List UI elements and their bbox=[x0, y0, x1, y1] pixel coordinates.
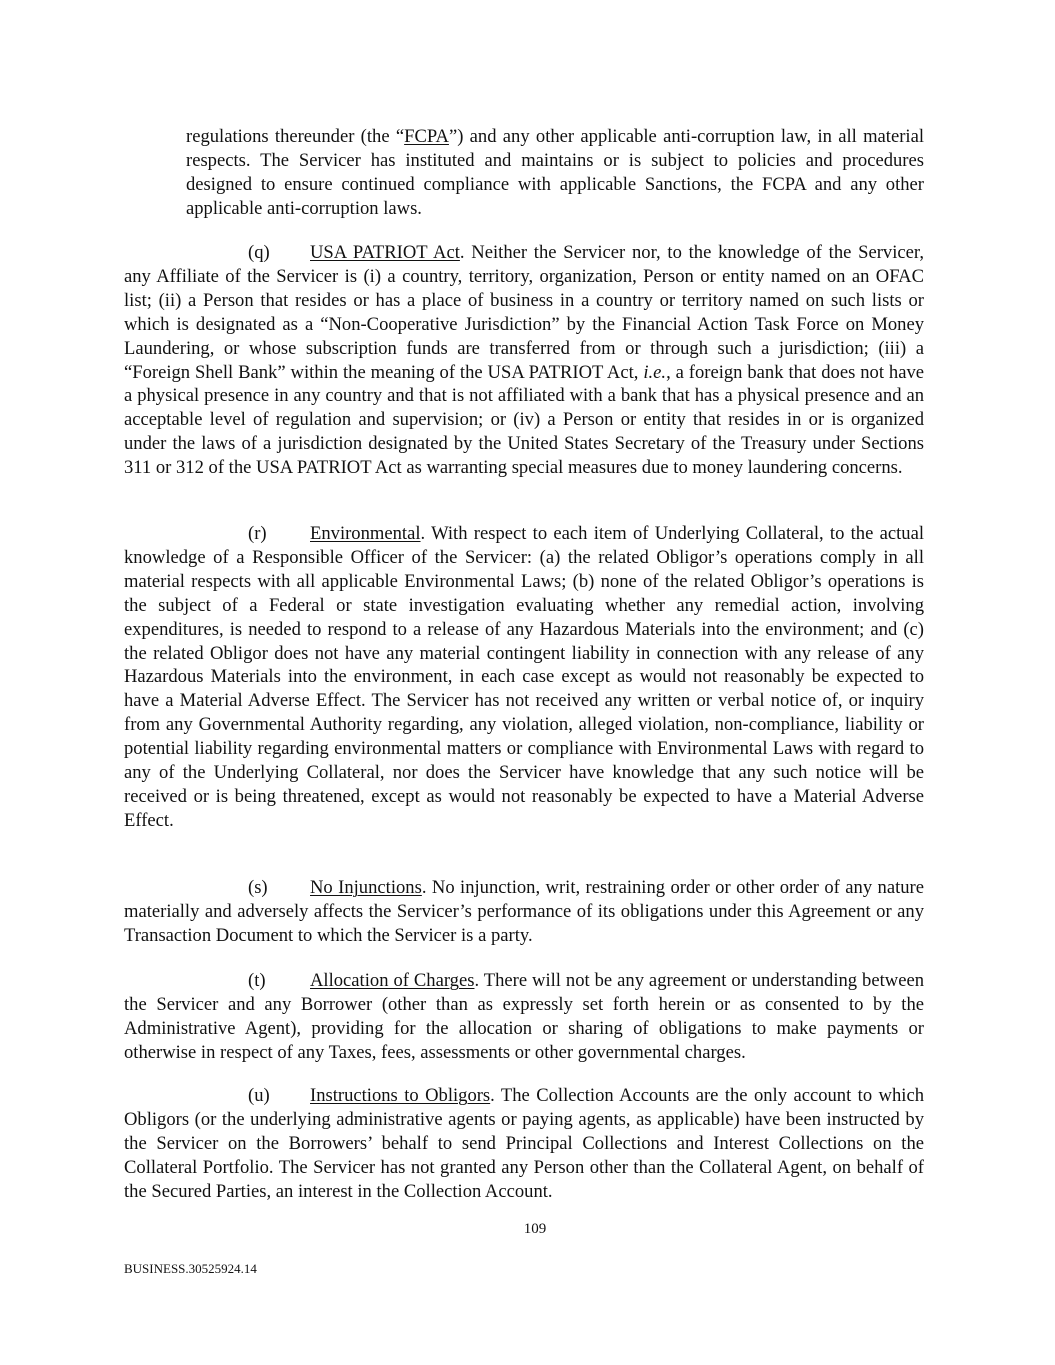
section-heading: No Injunctions bbox=[310, 877, 422, 898]
section-label: (u) bbox=[248, 1085, 270, 1106]
section-body: , a foreign bank that does not have a physical presence in any country and that is not affiliated with a bank that has a physical presence and an acceptable level of regulation and supervision; or (iv) a Person or entity that resides in or is organized under the laws of a jurisdiction designated by the United States Secretary of the Treasury under Sections 311 or 312 of the USA PATRIOT Act as warranting special measures due to money laundering concerns. bbox=[124, 361, 924, 479]
section-body: . With respect to each item of Underlying Collateral, to the actual knowledge of a Responsible Officer of the Servicer: (a) the related Obligor’s operations comply in all material respects with all applicable Environmental Laws; (b) none of the related Obligor’s operations is the subject of a Federal or state investigation evaluating whether any remedial action, involving expenditures, is needed to respond to a release of any Hazardous Materials into the environment; and (c) the related Obligor does not have any material contingent liability in connection with any release of any Hazardous Materials into the environment, in each case except as would not reasonably be expected to have a Material Adverse Effect. The Servicer has not received any written or verbal notice of, or inquiry from any Governmental Authority regarding, any violation, alleged violation, non-compliance, liability or potential liability regarding environmental matters or compliance with Environmental Laws with regard to any of the Underlying Collateral, nor does the Servicer have knowledge that any such notice will be received or is being threatened, except as would not reasonably be expected to have a Material Adverse Effect. bbox=[124, 523, 924, 831]
section-label: (q) bbox=[248, 242, 270, 263]
section-heading: Environmental bbox=[310, 523, 421, 544]
continuation-paragraph bbox=[186, 125, 924, 221]
document-id: BUSINESS.30525924.14 bbox=[124, 1261, 257, 1276]
section-r bbox=[124, 522, 924, 833]
section-q bbox=[124, 241, 924, 480]
page-number: 109 bbox=[523, 1221, 547, 1237]
section-body: . No injunction, writ, restraining order or other order of any nature materially and adversely affects the Servicer’s performance of its obligations under this Agreement or any Transaction Document to which the Servicer is a party. bbox=[124, 877, 924, 946]
section-body: . Neither the Servicer nor, to the knowledge of the Servicer, any Affiliate of the Servicer is (i) a country, territory, organization, Person or entity named on an OFAC list; (ii) a Person that resides or has a place of business in a country or territory named on such lists or which is designated as a “Non-Cooperative Jurisdiction” by the Financial Action Task Force on Money Laundering, or whose subscription funds are transferred from or through such a jurisdiction; (iii) a “Foreign Shell Bank” within the meaning of the USA PATRIOT Act, bbox=[124, 242, 924, 383]
section-s bbox=[124, 876, 924, 948]
section-u bbox=[124, 1084, 924, 1204]
section-heading: Allocation of Charges bbox=[310, 970, 475, 991]
italic-term: i.e. bbox=[643, 361, 667, 383]
paragraph-text: ”) and any other applicable anti-corruption law, in all material respects. The Servicer has instituted and maintains or is subject to policies and procedures designed to ensure continued compliance with applicable Sanctions, the FCPA and any other applicable anti-corruption laws. bbox=[186, 126, 924, 219]
section-label: (t) bbox=[248, 970, 266, 991]
section-body: . There will not be any agreement or understanding between the Servicer and any Borrower (other than as expressly set forth herein or as consented to by the Administrative Agent), providing for the allocation or sharing of obligations to make payments or otherwise in respect of any Taxes, fees, assessments or other governmental charges. bbox=[124, 970, 924, 1063]
section-heading: Instructions to Obligors bbox=[310, 1085, 491, 1106]
section-label: (r) bbox=[248, 523, 267, 544]
paragraph-text: regulations thereunder (the “ bbox=[186, 126, 405, 147]
section-t bbox=[124, 969, 924, 1065]
section-heading: USA PATRIOT Act bbox=[310, 242, 460, 263]
section-label: (s) bbox=[248, 877, 268, 898]
section-body: . The Collection Accounts are the only account to which Obligors (or the underlying administrative agents or paying agents, as applicable) have been instructed by the Servicer on the Borrowers’ behalf to send Principal Collections and Interest Collections on the Collateral Portfolio. The Servicer has not granted any Person other than the Collateral Agent, on behalf of the Secured Parties, an interest in the Collection Account. bbox=[124, 1085, 924, 1202]
defined-term-fcpa: FCPA bbox=[404, 126, 449, 147]
